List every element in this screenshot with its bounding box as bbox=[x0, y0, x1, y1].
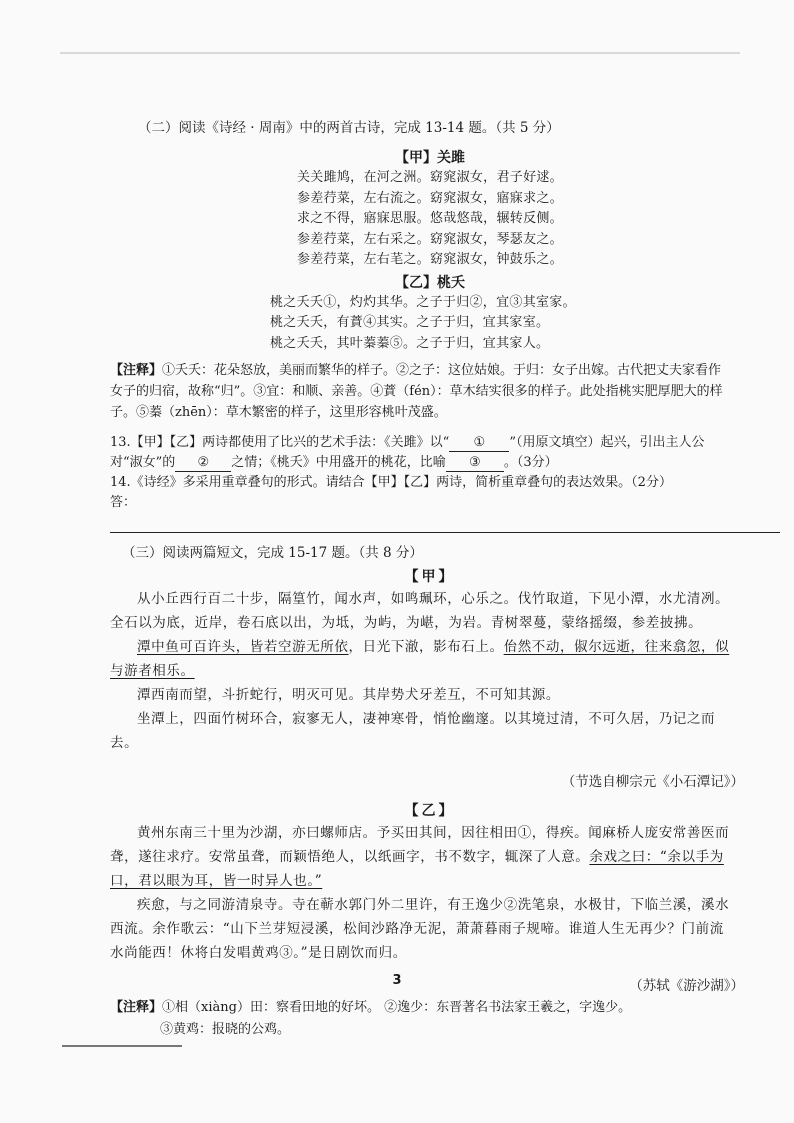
question-14: 14.《诗经》多采用重章叠句的形式。请结合【甲】【乙】两诗，简析重章叠句的表达效果。（2分） bbox=[110, 475, 672, 490]
text-yi-notes-2: ③黄鸡：报晓的公鸡。 bbox=[160, 1022, 291, 1037]
poem-yi-line: 桃之夭夭，其叶蓁蓁⑤。之子于归，宜其家人。 bbox=[270, 335, 550, 351]
q13-text-4: 。（3分） bbox=[503, 455, 558, 470]
text-jia-title: 【甲】 bbox=[404, 569, 456, 585]
q14-answer-row bbox=[110, 493, 730, 533]
text-yi-paragraph: 疾愈，与之同游清泉寺。寺在蕲水郭门外二里许，有王逸少②洗笔泉，水极甘，下临兰溪，溪水西流。余作歌云：“山下兰芽短浸溪，松间沙路净无泥，萧萧暮雨子规啼。谁道人生无再少？门前流水尚能西！休将白发唱黄鸡③。”是日剧饮而归。 bbox=[110, 897, 730, 961]
notes-label: 【注释】 bbox=[110, 363, 163, 378]
poem-jia-line: 关关雎鸠，在河之洲。窈窕淑女，君子好逑。 bbox=[296, 170, 563, 185]
text-jia-paragraph bbox=[110, 635, 730, 683]
text-jia-source: （节选自柳宗元《小石潭记》） bbox=[561, 774, 744, 790]
q13-blank-2[interactable]: ② bbox=[175, 455, 231, 472]
text-jia-paragraph: 从小丘西行百二十步，隔篁竹，闻水声，如鸣珮环，心乐之。伐竹取道，下见小潭，水尤清冽。全石以为底，近岸，卷石底以出，为坻，为屿，为嵁，为岩。青树翠蔓，蒙络摇缀，参差披拂。 bbox=[110, 591, 730, 631]
underlined-sentence: 佁然不动，俶尔远逝，往来翕忽，似与游者相乐。 bbox=[110, 639, 730, 679]
q13-blank-3[interactable]: ③ bbox=[446, 455, 504, 472]
text-jia-paragraph: 潭西南而望，斗折蛇行，明灭可见。其岸势犬牙差互，不可知其源。 bbox=[137, 687, 560, 703]
poem-jia-line: 参差荇菜，左右流之。窈窕淑女，寤寐求之。 bbox=[296, 190, 563, 206]
q14-answer-line[interactable] bbox=[110, 520, 780, 533]
page-number: 3 bbox=[392, 973, 402, 988]
text-yi-source: （苏轼《游沙湖》） bbox=[629, 978, 744, 994]
q13-text-1: 13.【甲】【乙】两诗都使用了比兴的艺术手法：《关雎》以“ bbox=[110, 435, 450, 450]
question-13 bbox=[110, 433, 730, 473]
text-yi-notes bbox=[110, 997, 730, 1019]
poem-jia-line: 求之不得，寤寐思服。悠哉悠哉，辗转反侧。 bbox=[296, 211, 563, 226]
poem-jia-line: 参差荇菜，左右采之。窈窕淑女，琴瑟友之。 bbox=[296, 231, 563, 247]
underlined-sentence: 潭中鱼可百许头，皆若空游无所依 bbox=[137, 639, 349, 655]
poem-yi-title: 【乙】桃夭 bbox=[395, 274, 465, 291]
text-yi-title: 【乙】 bbox=[404, 803, 456, 819]
poem-yi-line: 桃之夭夭，有蕡④其实。之子于归，宜其家室。 bbox=[270, 315, 550, 330]
scan-edge-bottom bbox=[62, 1045, 182, 1047]
section-3-heading: （三）阅读两篇短文，完成 15-17 题。（共 8 分） bbox=[122, 545, 423, 561]
notes-text: ①夭夭：花朵怒放，美丽而繁华的样子。②之子：这位姑娘。于归：女子出嫁。古代把丈夫家看作女子的归宿，故称“归”。③宜：和顺、亲善。④蕡（fén）：草木结实很多的样子。此处指桃实肥厚肥大的样子。⑤蓁（zhēn）：草木繁密的样子，这里形容桃叶茂盛。 bbox=[110, 363, 723, 420]
underlined-sentence: 余戏之曰：“余以手为口，君以眼为耳，皆一时异人也。” bbox=[110, 849, 724, 889]
scan-edge-top bbox=[60, 52, 740, 54]
text-yi-paragraph bbox=[110, 821, 730, 893]
section-2-heading: （二）阅读《诗经 · 周南》中的两首古诗，完成 13-14 题。（共 5 分） bbox=[138, 120, 560, 136]
plain-text: 黄州东南三十里为沙湖，亦曰螺师店。予买田其间，因往相田①，得疾。闻麻桥人庞安常善医而聋，遂往求疗。安常虽聋，而颖悟绝人，以纸画字，书不数字，辄深了人意。 bbox=[110, 825, 730, 865]
poem-jia-line: 参差荇菜，左右芼之。窈窕淑女，钟鼓乐之。 bbox=[296, 252, 563, 267]
notes-text: ①相（xiàng）田：察看田地的好坏。 ②逸少：东晋著名书法家王羲之，字逸少。 bbox=[162, 1000, 632, 1015]
q13-text-3: 之情；《桃夭》中用盛开的桃花，比喻 bbox=[231, 455, 446, 470]
text-jia-paragraph: 坐潭上，四面竹树环合，寂寥无人，凄神寒骨，悄怆幽邃。以其境过清，不可久居，乃记之而去。 bbox=[110, 711, 716, 751]
poem-yi-line: 桃之夭夭①，灼灼其华。之子于归②，宜③其室家。 bbox=[270, 294, 576, 310]
exam-page bbox=[110, 118, 744, 1041]
poem-jia-title: 【甲】关雎 bbox=[395, 150, 465, 166]
notes-label: 【注释】 bbox=[110, 1000, 163, 1015]
poem-notes bbox=[110, 360, 730, 423]
q13-blank-1[interactable]: ① bbox=[449, 435, 509, 452]
q13-text-2: ”（用原文填空）起兴，引出主人公对“淑女”的 bbox=[110, 435, 705, 470]
plain-text: ，日光下澈，影布石上。 bbox=[348, 639, 504, 655]
q14-answer-label: 答： bbox=[110, 495, 137, 510]
